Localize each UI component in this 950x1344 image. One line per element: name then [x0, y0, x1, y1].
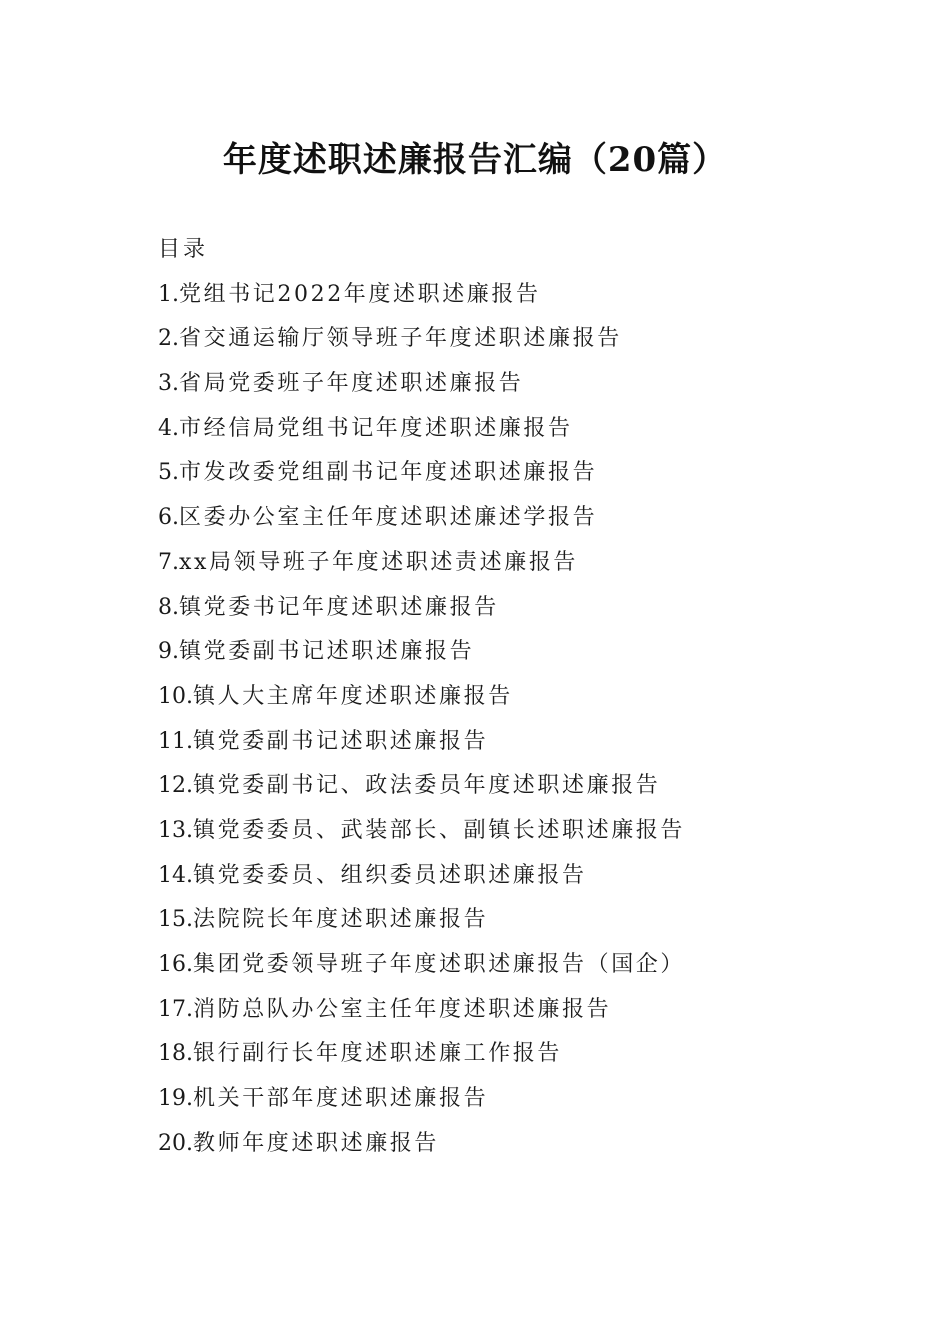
- toc-item-text: 法院院长年度述职述廉报告: [193, 907, 489, 933]
- toc-item-number: 12.: [158, 773, 193, 799]
- toc-item-text: 镇党委副书记、政法委员年度述职述廉报告: [193, 773, 661, 799]
- toc-item: [158, 764, 798, 809]
- toc-item-text: 集团党委领导班子年度述职述廉报告（国企）: [193, 952, 686, 977]
- toc-item-text: xx局领导班子年度述职述责述廉报告: [179, 549, 579, 575]
- toc-item-number: 8.: [158, 594, 179, 620]
- toc-item-number: 7.: [158, 549, 179, 575]
- toc-item: [158, 586, 798, 631]
- toc-item-number: 15.: [158, 907, 193, 933]
- toc-item: [158, 854, 798, 899]
- toc-item: [158, 1122, 798, 1167]
- table-of-contents: [158, 228, 798, 1166]
- toc-item-text: 消防总队办公室主任年度述职述廉报告: [193, 996, 612, 1022]
- toc-item-text: 市经信局党组书记年度述职述廉报告: [179, 415, 573, 441]
- document-title: 年度述职述廉报告汇编（20篇）: [222, 140, 728, 180]
- toc-item: [158, 317, 798, 362]
- toc-item-text: 省局党委班子年度述职述廉报告: [179, 371, 524, 397]
- toc-item-text: 镇党委委员、武装部长、副镇长述职述廉报告: [193, 817, 686, 843]
- toc-item: [158, 1032, 798, 1077]
- toc-item: [158, 898, 798, 943]
- toc-item-number: 19.: [158, 1086, 193, 1112]
- toc-item: [158, 943, 798, 988]
- toc-item-text: 镇党委书记年度述职述廉报告: [179, 594, 499, 620]
- toc-item: [158, 541, 798, 586]
- toc-item-text: 镇党委委员、组织委员述职述廉报告: [193, 862, 587, 888]
- toc-item-number: 5.: [158, 460, 179, 486]
- toc-item-number: 14.: [158, 862, 193, 888]
- toc-item-number: 13.: [158, 817, 193, 843]
- toc-item-text: 机关干部年度述职述廉报告: [193, 1086, 489, 1112]
- toc-item: [158, 407, 798, 452]
- toc-item-number: 16.: [158, 952, 193, 977]
- toc-item-number: 1.: [158, 281, 179, 307]
- toc-item-text: 镇人大主席年度述职述廉报告: [193, 683, 513, 709]
- toc-item-number: 9.: [158, 639, 179, 665]
- toc-item: [158, 720, 798, 765]
- toc-item-number: 2.: [158, 326, 179, 352]
- toc-item: [158, 496, 798, 541]
- toc-item-number: 3.: [158, 371, 179, 397]
- toc-item-number: 17.: [158, 996, 193, 1022]
- toc-item-text: 市发改委党组副书记年度述职述廉报告: [179, 460, 598, 486]
- toc-item-number: 18.: [158, 1041, 193, 1067]
- toc-item-number: 20.: [158, 1130, 193, 1156]
- toc-item-text: 镇党委副书记述职述廉报告: [179, 639, 475, 665]
- toc-item-text: 镇党委副书记述职述廉报告: [193, 728, 489, 754]
- toc-item-text: 党组书记2022年度述职述廉报告: [179, 281, 541, 307]
- toc-item-number: 4.: [158, 415, 179, 441]
- toc-item-text: 教师年度述职述廉报告: [193, 1130, 440, 1156]
- toc-item: [158, 1077, 798, 1122]
- toc-item-number: 11.: [158, 728, 193, 754]
- toc-item: [158, 809, 798, 854]
- toc-item-number: 6.: [158, 505, 179, 531]
- toc-item-text: 区委办公室主任年度述职述廉述学报告: [179, 505, 598, 531]
- toc-item: [158, 451, 798, 496]
- toc-list: [158, 273, 798, 1167]
- toc-item: [158, 988, 798, 1033]
- toc-item: [158, 273, 798, 318]
- toc-item: [158, 362, 798, 407]
- toc-item-text: 省交通运输厅领导班子年度述职述廉报告: [179, 326, 622, 352]
- toc-item-number: 10.: [158, 683, 193, 709]
- toc-heading: 目录: [158, 237, 209, 262]
- toc-item: [158, 630, 798, 675]
- toc-item: [158, 675, 798, 720]
- toc-item-text: 银行副行长年度述职述廉工作报告: [193, 1041, 563, 1067]
